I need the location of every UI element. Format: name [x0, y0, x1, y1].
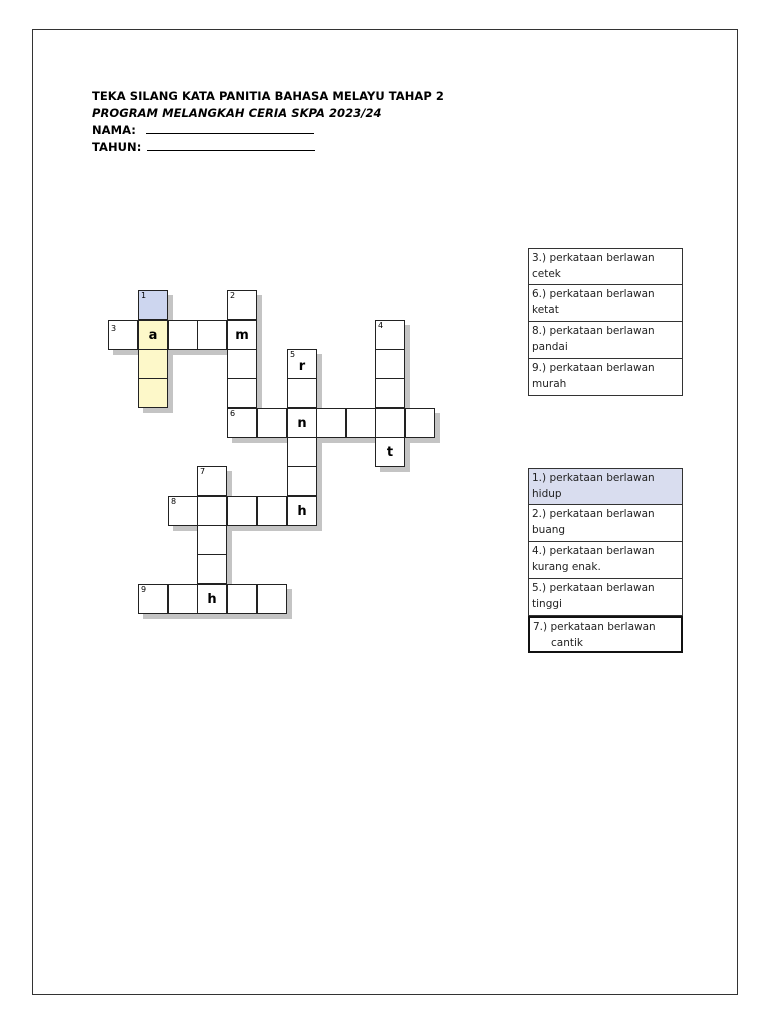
clue-num: 5.): [532, 582, 547, 594]
crossword-cell[interactable]: [287, 466, 317, 496]
crossword-cell[interactable]: [138, 349, 168, 379]
crossword-cell[interactable]: [197, 584, 227, 614]
crossword-cell[interactable]: [375, 320, 405, 350]
clue-text: perkataan berlawan: [549, 582, 655, 594]
subtitle: PROGRAM MELANGKAH CERIA SKPA 2023/24: [92, 106, 382, 120]
crossword-cell[interactable]: [257, 408, 287, 438]
crossword-cell[interactable]: [138, 320, 168, 350]
clue-item: [528, 322, 683, 359]
crossword-cell[interactable]: [227, 320, 257, 350]
clue-text: perkataan berlawan: [549, 472, 655, 484]
clues-menurun: [528, 468, 683, 653]
clue-word: ketat: [532, 303, 559, 316]
clue-num: 7.): [533, 621, 548, 633]
crossword-cell[interactable]: [375, 378, 405, 408]
crossword-cell[interactable]: [108, 320, 138, 350]
clue-text: perkataan berlawan: [549, 288, 655, 300]
clue-word: tinggi: [532, 597, 562, 610]
crossword-cell[interactable]: [168, 320, 198, 350]
title: TEKA SILANG KATA PANITIA BAHASA MELAYU TAHAP 2: [92, 89, 444, 103]
clue-num: 1.): [532, 472, 547, 484]
clue-word: pandai: [532, 340, 568, 353]
clue-text: perkataan berlawan: [549, 545, 655, 557]
cell-letter: h: [207, 592, 217, 607]
crossword-cell[interactable]: [375, 349, 405, 379]
crossword-cell[interactable]: [227, 290, 257, 320]
crossword-cell[interactable]: [257, 584, 287, 614]
crossword-cell[interactable]: [287, 349, 317, 379]
cell-letter: h: [297, 504, 307, 519]
crossword-cell[interactable]: [138, 290, 168, 320]
crossword-cell[interactable]: [168, 584, 198, 614]
clue-number: 5: [290, 350, 296, 359]
clue-item: [528, 359, 683, 396]
clue-num: 6.): [532, 288, 547, 300]
clue-item: [528, 285, 683, 322]
clue-number: 7: [200, 467, 206, 476]
crossword-cell[interactable]: [287, 378, 317, 408]
crossword-cell[interactable]: [168, 496, 198, 526]
clue-item: [528, 579, 683, 616]
crossword-cell[interactable]: [316, 408, 346, 438]
clue-text: perkataan berlawan: [549, 252, 655, 264]
clue-text: perkataan berlawan: [550, 621, 656, 633]
crossword-cell[interactable]: [287, 437, 317, 467]
clue-text: perkataan berlawan: [549, 508, 655, 520]
crossword-cell[interactable]: [227, 408, 257, 438]
crossword-cell[interactable]: [227, 378, 257, 408]
crossword-cell[interactable]: [287, 496, 317, 526]
clue-word: hidup: [532, 487, 562, 500]
crossword-cell[interactable]: [287, 408, 317, 438]
cell-letter: a: [148, 328, 158, 343]
clue-word: buang: [532, 523, 566, 536]
clue-word: murah: [532, 377, 567, 390]
clue-text: perkataan berlawan: [549, 362, 655, 374]
clue-num: 2.): [532, 508, 547, 520]
crossword-cell[interactable]: [257, 496, 287, 526]
clue-number: 3: [111, 324, 117, 333]
crossword-cell[interactable]: [227, 496, 257, 526]
clue-num: 9.): [532, 362, 547, 374]
cell-letter: r: [298, 359, 306, 374]
clue-item: [528, 505, 683, 542]
clue-item: [528, 542, 683, 579]
clue-number: 9: [141, 585, 147, 594]
clue-word: cetek: [532, 267, 561, 280]
clue-number: 2: [230, 291, 236, 300]
clue-num: 8.): [532, 325, 547, 337]
crossword-cell[interactable]: [375, 408, 405, 438]
clue-item: [528, 468, 683, 505]
cell-letter: n: [297, 416, 307, 431]
crossword-cell[interactable]: [197, 466, 227, 496]
cell-letter: m: [235, 328, 249, 343]
clue-num: 3.): [532, 252, 547, 264]
crossword-cell[interactable]: [138, 584, 168, 614]
crossword-cell[interactable]: [138, 378, 168, 408]
crossword-cell[interactable]: [197, 525, 227, 555]
clue-number: 1: [141, 291, 147, 300]
crossword-cell[interactable]: [197, 496, 227, 526]
clue-item: [528, 248, 683, 285]
clue-word: kurang enak.: [532, 560, 601, 573]
cell-letter: t: [386, 445, 394, 460]
clue-item: [528, 616, 683, 653]
clue-num: 4.): [532, 545, 547, 557]
year-label: TAHUN:: [92, 140, 142, 154]
name-label: NAMA:: [92, 123, 136, 137]
crossword-cell[interactable]: [197, 320, 227, 350]
crossword-cell[interactable]: [227, 584, 257, 614]
clue-text: perkataan berlawan: [549, 325, 655, 337]
crossword-cell[interactable]: [346, 408, 376, 438]
clue-number: 8: [171, 497, 177, 506]
crossword-cell[interactable]: [375, 437, 405, 467]
crossword-cell[interactable]: [227, 349, 257, 379]
clue-number: 6: [230, 409, 236, 418]
clue-number: 4: [378, 321, 384, 330]
crossword-cell[interactable]: [405, 408, 435, 438]
clue-word: cantik: [551, 636, 583, 649]
crossword-cell[interactable]: [197, 554, 227, 584]
clues-mendatar: [528, 248, 683, 396]
